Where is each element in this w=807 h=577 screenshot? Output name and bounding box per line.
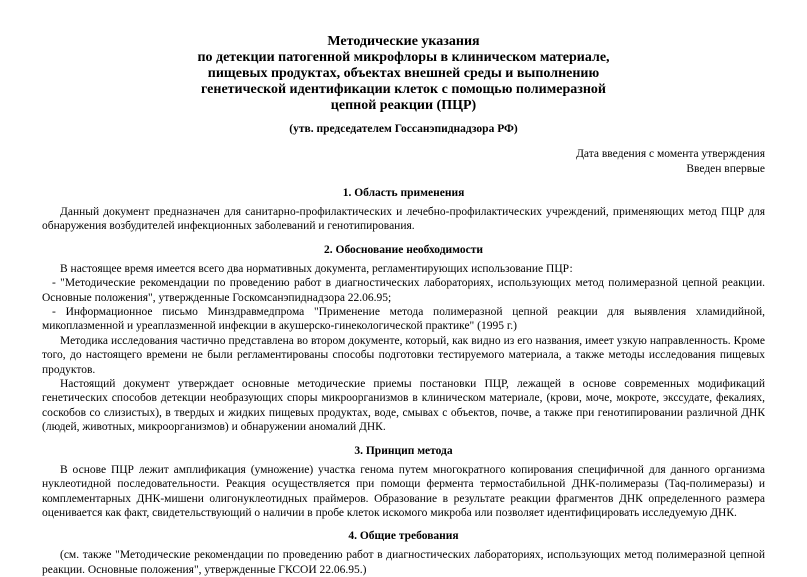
title-line: пищевых продуктах, объектах внешней среды и выполнению [207,66,600,81]
paragraph: Настоящий документ утверждает основные методические приемы постановки ПЦР, лежащей в основе современных модификаций генетических способов детекции необразующих споры микроорганизмов в клиническом материале, (крови, моче, мокроте, экссудате, фекалиях, соскобов со слизистых), в твердых и жидких пищевых продуктах, воде, смывах с объектов, почве, а также при генотипировании различной ДНК (людей, животных, микроорганизмов) и обнаружении аномалий ДНК. [42,378,765,434]
effective-info [42,147,765,177]
section-heading: 2. Обоснование необходимости [324,243,483,256]
paragraph: Данный документ предназначен для санитарно-профилактических и лечебно-профилактических учреждений, применяющих метод ПЦР для обнаружения возбудителей инфекционных заболеваний и генотипирования. [42,206,765,233]
paragraph: В настоящее время имеется всего два нормативных документа, регламентирующих использование ПЦР: [60,262,573,275]
document-title [144,34,664,114]
section-heading: 4. Общие требования [348,530,459,543]
section-heading: 1. Область применения [342,187,465,199]
effective-date: Дата введения с момента утверждения [576,148,765,160]
title-line: цепной реакции (ПЦР) [330,98,477,113]
paragraph: В основе ПЦР лежит амплификация (умножение) участка генома путем многократного копирования специфичной для данного организма нуклеотидной последовательности. Реакция осуществляется при помощи фермента термостабильной ДНК-полимеразы (Taq-полимеразы) и комплементарных ДНК-мишени олигонуклеотидных праймеров. Образование в результате реакции фрагментов ДНК определенного размера оценивается как факт, свидетельствующий о наличии в пробе клеток искомого микроба или позволяет идентифицировать исследуемую ДНК. [42,463,765,519]
title-line: по детекции патогенной микрофлоры в клиническом материале, [197,50,610,65]
approval-note: (утв. председателем Госсанэпиднадзора РФ) [289,123,518,135]
title-line: генетической идентификации клеток с помощью полимеразной [200,82,606,97]
paragraph: Методика исследования частично представлена во втором документе, который, как видно из его названия, имеет узкую направленность. Кроме того, до настоящего времени не были регламентированы способы подготовки тестируемого материала, а также методы исследования пищевых продуктов. [42,334,765,376]
list-item: - "Методические рекомендации по проведению работ в диагностических лабораториях, использующих метод полимеразной цепной реакции. Основные положения", утвержденные Госкомсанэпиднадзора 22.06.95; [42,277,765,304]
first-issue-note: Введен впервые [686,163,765,175]
title-line: Методические указания [327,34,480,49]
paragraph: (см. также "Методические рекомендации по проведению работ в диагностических лабораториях, использующих метод полимеразной цепной реакции. Основные положения", утвержденные ГКСОИ 22.06.95.) [42,549,765,576]
list-item: - Информационное письмо Минздравмедпрома "Применение метода полимеразной цепной реакции для выявления хламидийной, микоплазменной и уреаплазменной инфекции в акушерско-гинекологической практике" (1995 г.) [42,306,765,333]
section-heading: 3. Принцип метода [354,444,453,457]
